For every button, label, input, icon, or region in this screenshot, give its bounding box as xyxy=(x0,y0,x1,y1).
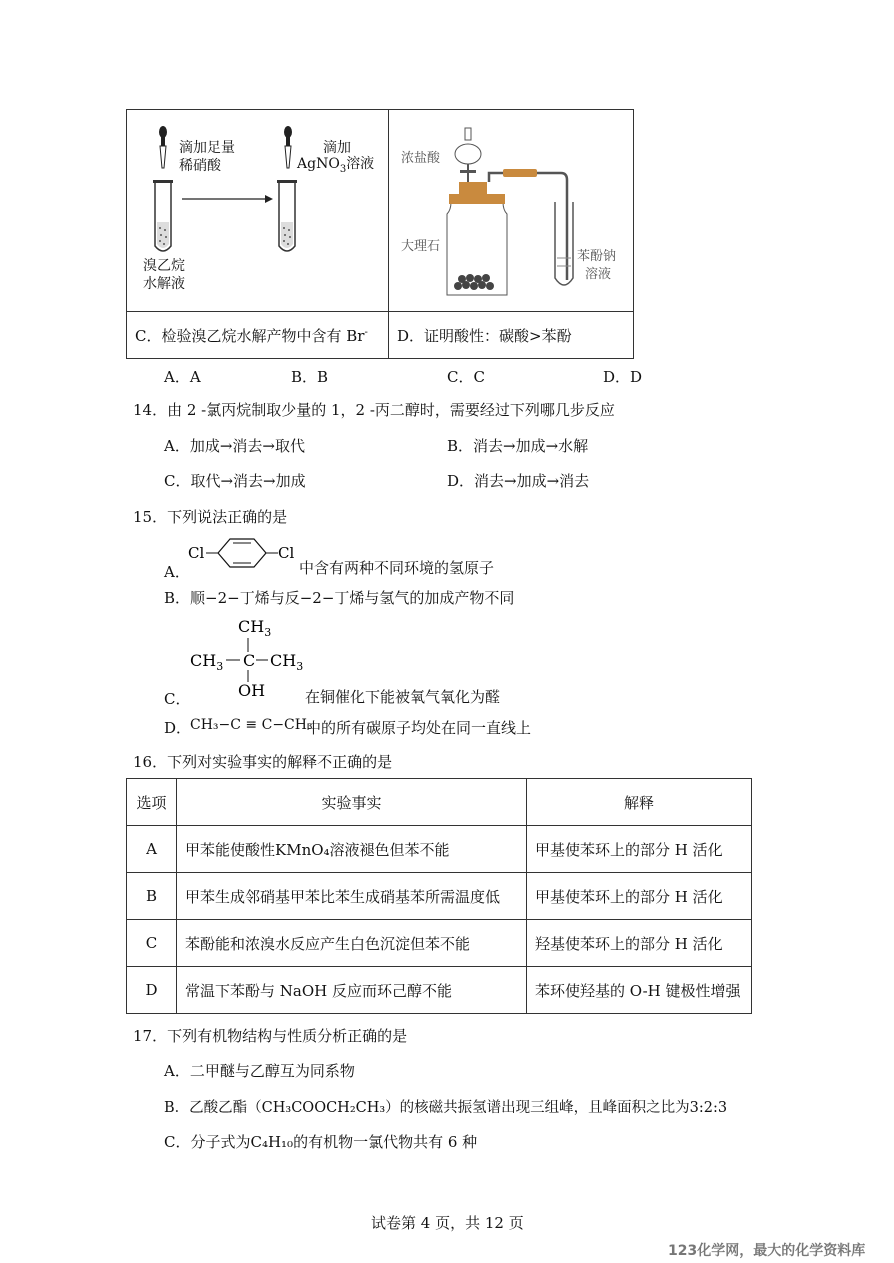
dropper-icon xyxy=(159,126,167,168)
dichlorobenzene-structure xyxy=(186,533,298,573)
label-bromoethane-2: 水解液 xyxy=(143,276,185,292)
arrow-right-icon xyxy=(182,195,273,203)
label-add-nitric-2: 稀硝酸 xyxy=(179,158,221,174)
q15-option-c-text: 在铜催化下能被氧气氧化为醛 xyxy=(305,688,501,706)
chlorine-left: Cl xyxy=(188,544,205,562)
q13-table xyxy=(126,109,634,359)
q14-option-d: D．消去→加成→消去 xyxy=(447,472,590,490)
test-tube-icon xyxy=(555,202,573,285)
label-marble: 大理石 xyxy=(401,239,441,254)
q13-option-b: B．B xyxy=(291,368,329,386)
q15-option-a-prefix: A． xyxy=(164,563,190,581)
q13-d-figure-cell xyxy=(389,110,634,312)
co2-phenoxide-apparatus-diagram xyxy=(389,110,633,307)
q13-option-d: D．D xyxy=(603,368,643,386)
page-footer: 试卷第 4 页，共 12 页 xyxy=(371,1214,524,1232)
q17-stem: 17．下列有机物结构与性质分析正确的是 xyxy=(133,1027,408,1045)
q13-option-c: C．C xyxy=(447,368,485,386)
q16-stem: 16．下列对实验事实的解释不正确的是 xyxy=(133,753,393,771)
label-sodium-phenoxide-1: 苯酚钠 xyxy=(577,249,617,264)
q14-stem: 14．由 2 -氯丙烷制取少量的 1，2 -丙二醇时，需要经过下列哪几步反应 xyxy=(133,401,615,419)
test-tube-icon xyxy=(153,180,173,251)
label-bromoethane-1: 溴乙烷 xyxy=(143,258,185,274)
q15-option-d-prefix: D． xyxy=(164,719,192,737)
reaction-bottle-icon xyxy=(447,182,507,295)
q15-option-d-text: 中的所有碳原子均处在同一直线上 xyxy=(306,719,532,737)
label-add-agno3-1: 滴加 xyxy=(323,140,351,156)
svg-text:CH3: $CH_3$ xyxy=(238,617,272,639)
tert-butanol-structure xyxy=(188,612,308,704)
q13-c-figure-cell xyxy=(127,110,389,312)
separatory-funnel-icon xyxy=(455,128,481,182)
label-add-nitric-1: 滴加足量 xyxy=(179,140,235,156)
svg-text:OH: OH xyxy=(238,681,266,700)
q13-option-d-caption: D．证明酸性：碳酸>苯酚 xyxy=(389,312,634,359)
chlorine-right: Cl xyxy=(278,544,295,562)
svg-text:C: C xyxy=(243,651,256,670)
q17-option-a: A．二甲醚与乙醇互为同系物 xyxy=(164,1062,355,1080)
q14-option-c: C．取代→消去→加成 xyxy=(164,472,306,490)
table-row: D 常温下苯酚与 NaOH 反应而环己醇不能 苯环使羟基的 O-H 键极性增强 xyxy=(127,967,752,1014)
q15-option-c-prefix: C． xyxy=(164,690,191,708)
q14-option-a: A．加成→消去→取代 xyxy=(164,437,305,455)
table-header-row xyxy=(127,779,752,826)
test-tube-icon xyxy=(277,180,297,251)
table-row: A 甲苯能使酸性KMnO₄溶液褪色但苯不能 甲基使苯环上的部分 H 活化 xyxy=(127,826,752,873)
q13-option-a: A．A xyxy=(164,368,201,386)
header-fact: 实验事实 xyxy=(177,779,527,826)
q15-option-d-formula: CH₃−C ≡ C−CH₃ xyxy=(190,717,313,733)
header-explanation: 解释 xyxy=(527,779,752,826)
watermark: 123化学网，最大的化学资料库 xyxy=(668,1243,866,1259)
q16-table xyxy=(126,778,752,1014)
q15-option-a-text: 中含有两种不同环境的氢原子 xyxy=(299,559,495,577)
q15-stem: 15．下列说法正确的是 xyxy=(133,508,288,526)
q13-option-c-caption: C．检验溴乙烷水解产物中含有 Br- xyxy=(127,312,389,359)
header-option: 选项 xyxy=(127,779,177,826)
bromoethane-test-diagram xyxy=(127,110,388,307)
svg-text:CH3: $CH_3$ xyxy=(270,651,304,673)
svg-text:CH3: $CH_3$ xyxy=(190,651,224,673)
label-conc-hcl: 浓盐酸 xyxy=(401,151,441,166)
label-add-agno3-2: AgNO$_3$溶液 xyxy=(297,156,375,175)
table-row: C 苯酚能和浓溴水反应产生白色沉淀但苯不能 羟基使苯环上的部分 H 活化 xyxy=(127,920,752,967)
q17-option-c: C．分子式为C₄H₁₀的有机物一氯代物共有 6 种 xyxy=(164,1133,478,1151)
q17-option-b: B．乙酸乙酯（CH₃COOCH₂CH₃）的核磁共振氢谱出现三组峰，且峰面积之比为3:2:3 xyxy=(164,1100,728,1116)
q15-option-b: B．顺−2−丁烯与反−2−丁烯与氢气的加成产物不同 xyxy=(164,589,515,607)
dropper-icon xyxy=(284,126,292,168)
label-sodium-phenoxide-2: 溶液 xyxy=(585,267,612,282)
table-row: B 甲苯生成邻硝基甲苯比苯生成硝基苯所需温度低 甲基使苯环上的部分 H 活化 xyxy=(127,873,752,920)
q14-option-b: B．消去→加成→水解 xyxy=(447,437,589,455)
